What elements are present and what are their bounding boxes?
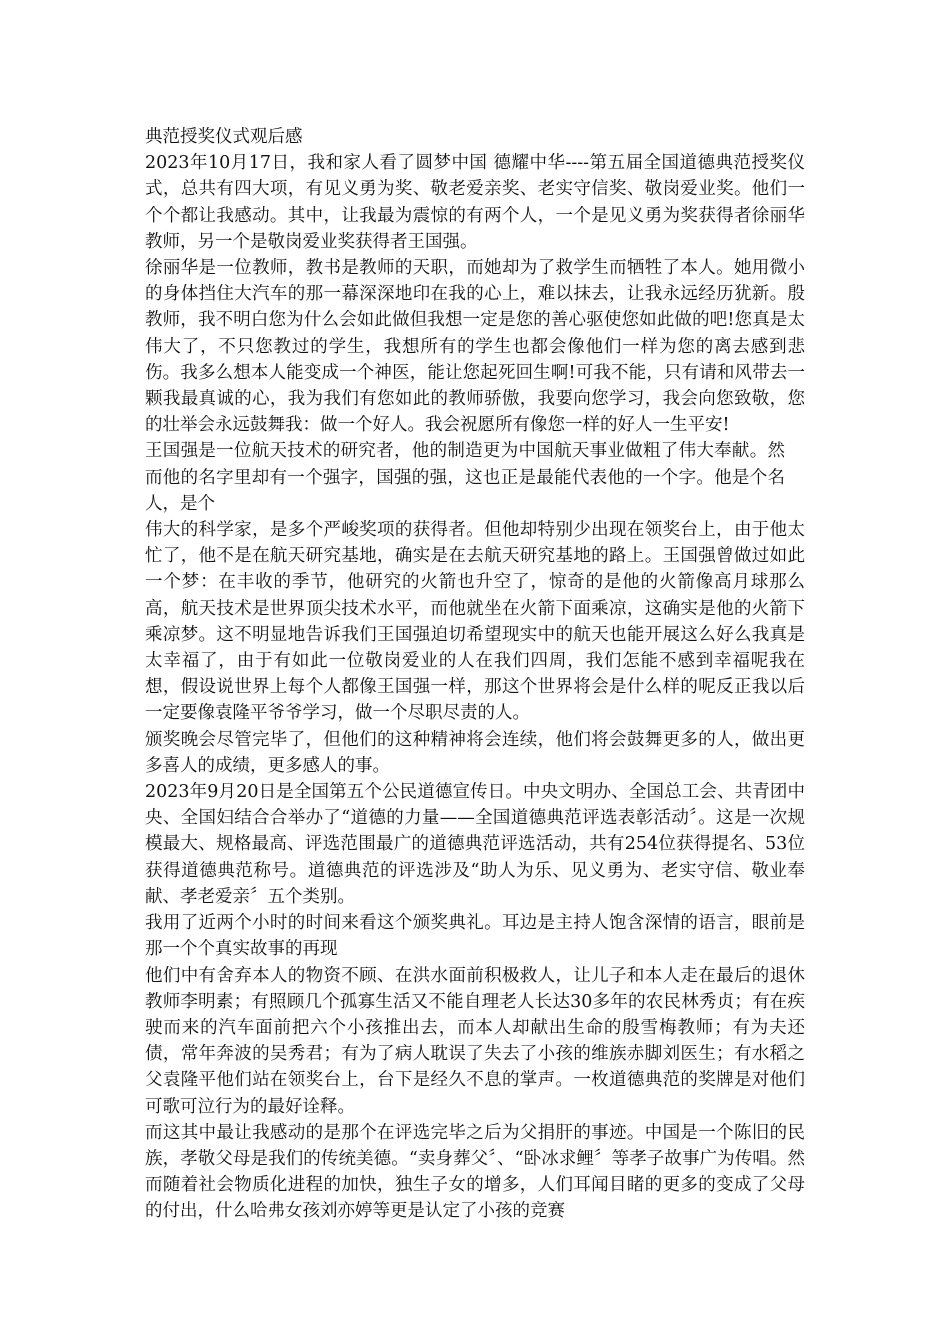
paragraph-7: 我用了近两个小时的时间来看这个颁奖典礼。耳边是主持人饱含深情的语言，眼前是那一个个真实故事的再现 (145, 913, 805, 960)
paragraph-8: 他们中有舍弃本人的物资不顾、在洪水面前积极救人，让儿子和本人走在最后的退休教师李明素；有照顾几个孤寡生活又不能自理老人长达30多年的农民林秀贞；有在疾驶而来的汽车面前把六个小孩推出去，而本人却献出生命的殷雪梅教师；有为夫还债，常年奔波的吴秀君；有为了病人耽误了失去了小孩的维族赤脚刘医生；有水稻之父袁隆平他们站在领奖台上，台下是经久不息的掌声。一枚道德典范的奖牌是对他们可歌可泣行为的最好诠释。 (145, 965, 805, 1117)
document-title: 典范授奖仪式观后感 (145, 127, 303, 147)
paragraph-5: 颁奖晚会尽管完毕了，但他们的这种精神将会连续，他们将会鼓舞更多的人，做出更多喜人的成绩，更多感人的事。 (145, 729, 805, 776)
paragraph-3: 王国强是一位航天技术的研究者，他的制造更为中国航天事业做粗了伟大奉献。然而他的名字里却有一个强字，国强的强，这也正是最能代表他的一个字。他是个名人，是个 (145, 441, 785, 514)
document-page (145, 124, 805, 1225)
paragraph-4: 伟大的科学家，是多个严峻奖项的获得者。但他却特别少出现在领奖台上，由于他太忙了，他不是在航天研究基地，确实是在去航天研究基地的路上。王国强曾做过如此一个梦：在丰收的季节，他研究的火箭也升空了，惊奇的是他的火箭像高月球那么高，航天技术是世界顶尖技术水平，而他就坐在火箭下面乘凉，这确实是他的火箭下乘凉梦。这不明显地告诉我们王国强迫切希望现实中的航天也能开展这么好么我真是太幸福了，由于有如此一位敬岗爱业的人在我们四周，我们怎能不感到幸福呢我在想，假设说世界上每个人都像王国强一样，那这个世界将会是什么样的呢反正我以后一定要像袁隆平爷爷学习，做一个尽职尽责的人。 (145, 520, 805, 724)
paragraph-1: 2023年10月17日，我和家人看了圆梦中国 德耀中华----第五届全国道德典范授奖仪式，总共有四大项，有见义勇为奖、敬老爱亲奖、老实守信奖、敬岗爱业奖。他们一个个都让我感动。其中，让我最为震惊的有两个人，一个是见义勇为奖获得者徐丽华教师，另一个是敬岗爱业奖获得者王国强。 (145, 153, 805, 252)
paragraph-9: 而这其中最让我感动的是那个在评选完毕之后为父捐肝的事迹。中国是一个陈旧的民族，孝敬父母是我们的传统美德。“卖身葬父〞、“卧冰求鲤〞等孝子故事广为传唱。然而随着社会物质化进程的加快，独生子女的增多，人们耳闻目睹的更多的变成了父母的付出，什么哈弗女孩刘亦婷等更是认定了小孩的竞赛 (145, 1122, 805, 1222)
paragraph-6: 2023年9月20日是全国第五个公民道德宣传日。中央文明办、全国总工会、共青团中央、全国妇结合合举办了“道德的力量——全国道德典范评选表彰活动〞。这是一次规模最大、规格最高、评选范围最广的道德典范评选活动，共有254位获得提名、53位获得道德典范称号。道德典范的评选涉及“助人为乐、见义勇为、老实守信、敬业奉献、孝老爱亲〞五个类别。 (145, 782, 805, 907)
paragraph-2: 徐丽华是一位教师，教书是教师的天职，而她却为了救学生而牺牲了本人。她用微小的身体挡住大汽车的那一幕深深地印在我的心上，难以抹去，让我永远经历犹新。殷教师，我不明白您为什么会如此做但我想一定是您的善心驱使您如此做的吧!您真是太伟大了，不只您教过的学生，我想所有的学生也都会像他们一样为您的离去感到悲伤。我多么想本人能变成一个神医，能让您起死回生啊!可我不能，只有请和风带去一颗我最真诚的心，我为我们有您如此的教师骄傲，我要向您学习，我会向您致敬，您的壮举会永远鼓舞我：做一个好人。我会祝愿所有像您一样的好人一生平安! (145, 258, 805, 436)
